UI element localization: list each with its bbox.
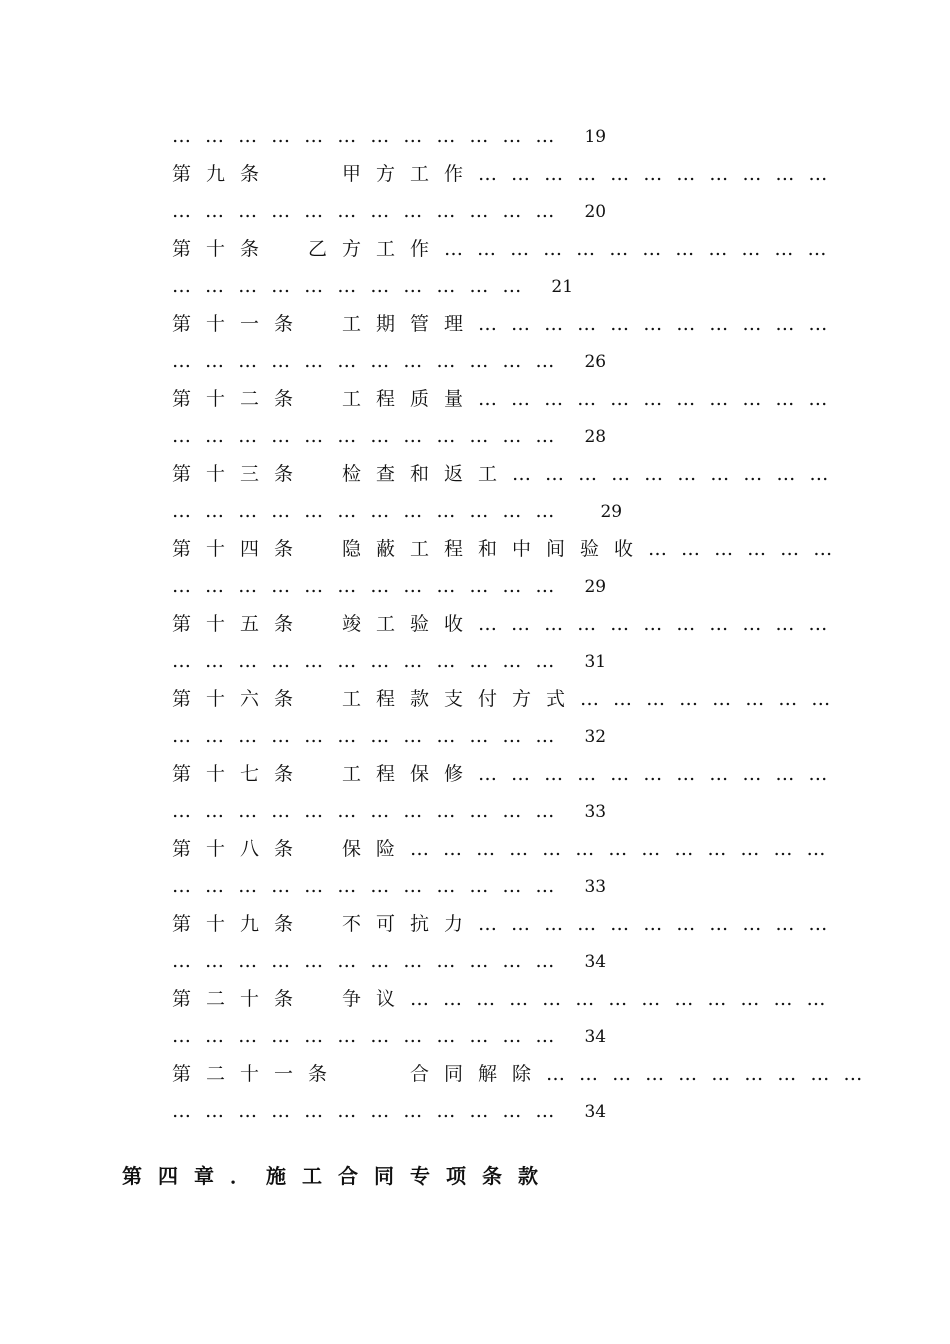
leader-dots: … … … … … … … … … … … …	[444, 237, 827, 260]
toc-entry-title: 第十七条 工程保修	[172, 762, 479, 785]
leader-dots: … … … … … … … … … … …	[478, 612, 828, 635]
toc-page-number: 19	[584, 127, 607, 147]
leader-dots: … … … … … … … … … …	[512, 462, 829, 485]
leader-dots: … … … … … … … … … … … …	[172, 800, 555, 822]
leader-dots: … … … … … … … … … … … …	[172, 425, 555, 447]
chapter-heading: 第四章．施工合同专项条款	[122, 1164, 554, 1188]
leader-dots: … … … … … … … … … … … …	[172, 500, 555, 522]
toc-page-line	[172, 643, 842, 681]
toc-page-number: 34	[584, 952, 607, 972]
toc-page-line	[172, 1093, 842, 1131]
toc-page-line	[172, 268, 842, 306]
leader-dots: … … … … … … … …	[580, 687, 831, 710]
toc-page-line	[172, 718, 842, 756]
toc-entry-title: 第十八条 保险	[172, 837, 411, 860]
leader-dots: … … … … … … … … … … … …	[172, 350, 555, 372]
leader-dots: … … … … … … … … … … …	[478, 312, 828, 335]
toc-entry[interactable]	[172, 381, 842, 419]
leader-dots: … … … … … … … … … … …	[478, 387, 828, 410]
toc-page-number: 29	[600, 502, 623, 522]
leader-dots: … … … … … … … … … … … …	[172, 125, 555, 147]
toc-entry-title: 第十二条 工程质量	[172, 387, 479, 410]
toc-entry[interactable]	[172, 456, 842, 494]
toc-entry[interactable]	[172, 1056, 863, 1094]
toc-page-line	[172, 793, 842, 831]
toc-page-number: 20	[584, 202, 607, 222]
toc-page-number: 34	[584, 1102, 607, 1122]
table-of-contents	[172, 118, 863, 1131]
toc-page-line	[172, 493, 842, 531]
toc-entry[interactable]	[172, 756, 842, 794]
toc-page-line	[172, 1018, 842, 1056]
toc-entry[interactable]	[172, 231, 842, 269]
toc-page-line	[172, 943, 842, 981]
leader-dots: … … … … … … … … … …	[546, 1062, 863, 1085]
toc-page-number: 33	[584, 877, 607, 897]
toc-page-line	[172, 868, 842, 906]
toc-page-line	[172, 568, 842, 606]
leader-dots: … … … … … … … … … … …	[478, 162, 828, 185]
leader-dots: … … … … … … … … … … … …	[172, 650, 555, 672]
leader-dots: … … … … … … … … … … … …	[172, 575, 555, 597]
leader-dots: … … … … … … … … … … … …	[172, 725, 555, 747]
leader-dots: … … … … … … … … … … … …	[172, 875, 555, 897]
toc-page-line	[172, 193, 842, 231]
leader-dots: … … … … … … … … … … … …	[172, 1025, 555, 1047]
toc-entry-title: 第十三条 检查和返工	[172, 462, 513, 485]
leader-dots: … … … … … …	[648, 537, 833, 560]
toc-entry[interactable]	[172, 156, 842, 194]
toc-page-number: 31	[584, 652, 607, 672]
toc-entry[interactable]	[172, 531, 842, 569]
leader-dots: … … … … … … … … … … …	[478, 762, 828, 785]
toc-page-number: 21	[551, 277, 574, 297]
toc-page-line	[172, 118, 842, 156]
toc-entry-title: 第十九条 不可抗力	[172, 912, 479, 935]
toc-entry[interactable]	[172, 681, 842, 719]
toc-page-number: 29	[584, 577, 607, 597]
leader-dots: … … … … … … … … … … … … …	[410, 837, 826, 860]
toc-page-line	[172, 418, 842, 456]
toc-entry-title: 第十条 乙方工作	[172, 237, 445, 260]
leader-dots: … … … … … … … … … … … …	[172, 950, 555, 972]
toc-page-number: 34	[584, 1027, 607, 1047]
toc-entry[interactable]	[172, 906, 842, 944]
toc-entry[interactable]	[172, 306, 842, 344]
leader-dots: … … … … … … … … … … …	[478, 912, 828, 935]
toc-page-number: 28	[584, 427, 607, 447]
toc-page-line	[172, 343, 842, 381]
toc-entry-title: 第九条 甲方工作	[172, 162, 479, 185]
toc-page-number: 26	[584, 352, 607, 372]
leader-dots: … … … … … … … … … … …	[172, 275, 522, 297]
toc-entry[interactable]	[172, 831, 842, 869]
toc-page-number: 32	[584, 727, 607, 747]
toc-page-number: 33	[584, 802, 607, 822]
toc-entry[interactable]	[172, 981, 842, 1019]
leader-dots: … … … … … … … … … … … …	[172, 1100, 555, 1122]
toc-entry-title: 第十五条 竣工验收	[172, 612, 479, 635]
leader-dots: … … … … … … … … … … … …	[172, 200, 555, 222]
toc-entry-title: 第二十一条 合同解除	[172, 1062, 547, 1085]
toc-entry-title: 第十四条 隐蔽工程和中间验收	[172, 537, 649, 560]
leader-dots: … … … … … … … … … … … … …	[410, 987, 826, 1010]
toc-entry-title: 第十一条 工期管理	[172, 312, 479, 335]
toc-entry-title: 第二十条 争议	[172, 987, 411, 1010]
toc-entry-title: 第十六条 工程款支付方式	[172, 687, 581, 710]
toc-entry[interactable]	[172, 606, 842, 644]
